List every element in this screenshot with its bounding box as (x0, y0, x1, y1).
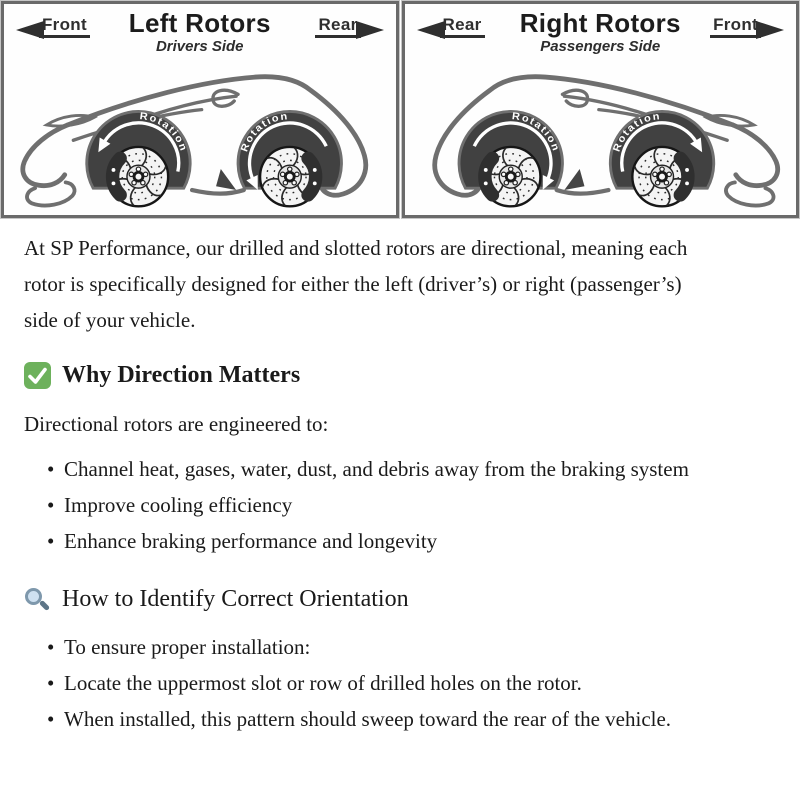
heading-text: Why Direction Matters (62, 361, 301, 388)
front-direction-indicator (710, 15, 784, 39)
left-panel-header (4, 4, 396, 56)
direction-label: Rear (440, 16, 485, 39)
magnifying-glass-icon (24, 586, 51, 613)
benefits-list (24, 452, 776, 560)
direction-label: Rear (315, 16, 360, 39)
rear-direction-indicator (315, 15, 383, 39)
list-item: • Enhance braking performance and longevity (64, 524, 692, 560)
intro-paragraph: At SP Performance, our drilled and slotted rotors are directional, meaning each rotor is specifically designed for either the left (driver’s) or right (passenger’s) side of your vehicle. (24, 236, 688, 332)
panel-title: Right Rotors (519, 8, 681, 38)
car-line-art (23, 77, 366, 207)
front-direction-indicator (16, 15, 90, 39)
heading-text: How to Identify Correct Orientation (62, 585, 409, 612)
rotation-label: Rotation (239, 111, 289, 154)
right-arrow-icon (356, 21, 384, 39)
direction-label: Front (710, 16, 761, 39)
why-direction-matters-heading (24, 360, 776, 391)
article-content (0, 231, 800, 737)
list-item: • Channel heat, gases, water, dust, and debris away from the braking system (64, 452, 692, 488)
left-rotors-panel (1, 1, 399, 218)
check-mark-icon (24, 362, 51, 389)
panel-title: Left Rotors (128, 8, 271, 38)
list-item: • To ensure proper installation: (64, 630, 692, 666)
front-wheel (87, 111, 190, 206)
rotation-label: Rotation (139, 111, 189, 153)
panel-subtitle: Passengers Side (540, 38, 661, 56)
engineered-to-lead: Directional rotors are engineered to: (24, 411, 329, 436)
panel-subtitle: Drivers Side (155, 38, 244, 56)
rear-direction-indicator (417, 15, 485, 39)
direction-label: Front (39, 16, 90, 39)
rotation-label: Rotation (510, 111, 561, 153)
list-item: • Locate the uppermost slot or row of drilled holes on the rotor. (64, 666, 692, 702)
car-illustration-right (405, 56, 797, 214)
orientation-list (24, 630, 776, 738)
identify-orientation-heading (24, 584, 776, 615)
right-panel-header (405, 4, 797, 56)
rotation-label: Rotation (611, 111, 661, 154)
car-illustration-left (4, 56, 396, 214)
right-rotors-panel (402, 1, 800, 218)
list-item: • When installed, this pattern should sweep toward the rear of the vehicle. (64, 702, 692, 738)
list-item: • Improve cooling efficiency (64, 488, 692, 524)
right-arrow-icon (756, 21, 784, 39)
car-line-art (434, 77, 777, 207)
rotor-direction-diagram (0, 0, 800, 218)
